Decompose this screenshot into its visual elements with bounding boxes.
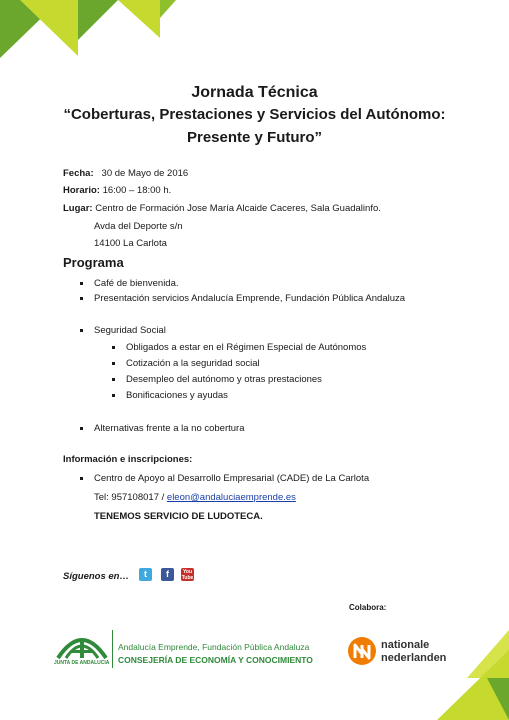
address-line-2: 14100 La Carlota [94, 238, 167, 249]
twitter-icon[interactable]: t [139, 568, 152, 581]
junta-logo-text: JUNTA DE ANDALUCIA [54, 660, 110, 666]
fecha-value: 30 de Mayo de 2016 [101, 168, 189, 179]
siguenos-label: Síguenos en… [63, 571, 129, 582]
contact-row [94, 492, 296, 503]
corner-decoration-top [0, 0, 180, 70]
andalucia-emprende-text: Andalucía Emprende, Fundación Pública Andaluza [118, 642, 310, 652]
fecha-row [63, 168, 188, 179]
horario-row [63, 185, 171, 196]
fecha-label: Fecha: [63, 168, 94, 179]
youtube-icon[interactable]: You Tube [181, 569, 194, 581]
info-item: Centro de Apoyo al Desarrollo Empresarial (CADE) de La Carlota [94, 473, 370, 484]
info-heading: Información e inscripciones: [63, 454, 193, 465]
lugar-row [63, 203, 381, 214]
programa-item: Café de bienvenida. [94, 278, 179, 289]
programa-heading: Programa [63, 255, 124, 270]
ludoteca-notice: TENEMOS SERVICIO DE LUDOTECA. [94, 511, 263, 522]
horario-label: Horario: [63, 185, 100, 196]
programa-item: Alternativas frente a la no cobertura [94, 423, 245, 434]
programa-subitem: Obligados a estar en el Régimen Especial de Autónomos [126, 342, 367, 353]
logo-divider [112, 630, 113, 668]
horario-value: 16:00 – 18:00 h. [102, 185, 172, 196]
address-line-1: Avda del Deporte s/n [94, 221, 183, 232]
lugar-label: Lugar: [63, 203, 93, 214]
facebook-icon[interactable]: f [161, 568, 174, 581]
corner-decoration-bottom [427, 630, 509, 720]
programa-subitem: Bonificaciones y ayudas [126, 390, 228, 401]
email-link[interactable]: eleon@andaluciaemprende.es [166, 492, 296, 503]
nn-name-line-2: nederlanden [381, 652, 447, 664]
consejeria-text: CONSEJERÍA DE ECONOMÍA Y CONOCIMIENTO [118, 655, 313, 665]
colabora-label: Colabora: [349, 603, 387, 612]
subtitle-line-2: Presente y Futuro” [186, 129, 323, 146]
nn-logo-icon [347, 636, 377, 666]
programa-item: Presentación servicios Andalucía Emprende, Fundación Pública Andaluza [94, 293, 406, 304]
lugar-value: Centro de Formación Jose María Alcaide Caceres, Sala Guadalinfo. [95, 203, 381, 214]
subtitle-line-1: “Coberturas, Prestaciones y Servicios del Autónomo: [63, 106, 446, 123]
programa-item: Seguridad Social [94, 325, 166, 336]
junta-andalucia-emblem-icon [54, 628, 110, 662]
phone-text: Tel: 957108017 / [94, 492, 165, 503]
programa-subitem: Cotización a la seguridad social [126, 358, 260, 369]
programa-subitem: Desempleo del autónomo y otras prestaciones [126, 374, 322, 385]
nn-name-line-1: nationale [381, 639, 430, 651]
page-title: Jornada Técnica [191, 84, 318, 101]
